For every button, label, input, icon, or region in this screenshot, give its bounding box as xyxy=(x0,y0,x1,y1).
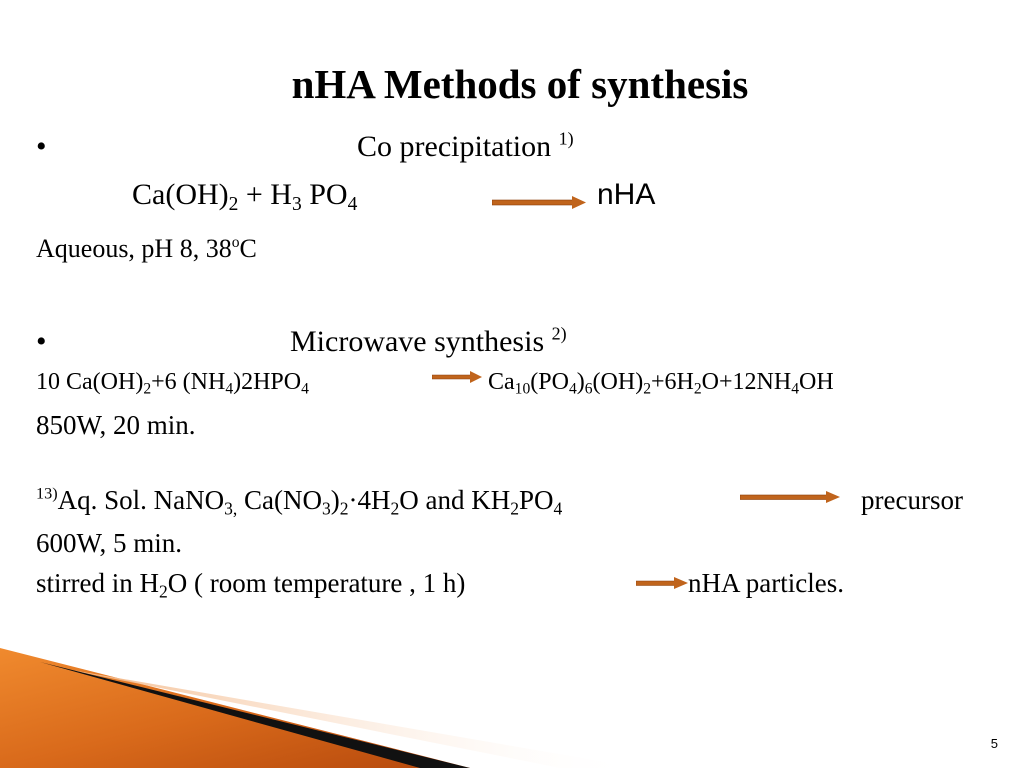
formula-text: O+12NH xyxy=(701,369,792,395)
reactant-po: PO xyxy=(301,178,348,211)
slide-title: nHA Methods of synthesis xyxy=(291,61,749,107)
heading-microwave xyxy=(290,325,567,359)
formula-text: stirred in H xyxy=(36,568,159,598)
formula-subscript: 4 xyxy=(225,380,234,398)
formula-subscript: 2 xyxy=(693,380,702,398)
formula-text: )2HPO xyxy=(233,369,302,395)
sub: 3 xyxy=(291,193,302,215)
formula-subscript: 3, xyxy=(224,498,238,519)
equation-microwave-rhs xyxy=(488,369,834,396)
reactant-caoh: Ca(OH) xyxy=(132,178,229,211)
bullet-microwave: • xyxy=(36,325,47,358)
formula-text: O ( room temperature , 1 h) xyxy=(167,568,466,598)
heading-co-precipitation xyxy=(357,130,574,164)
formula-subscript: 4 xyxy=(791,380,799,398)
formula-text: +6 (NH xyxy=(151,369,226,395)
aq-sol-reactants xyxy=(57,485,563,519)
formula-subscript: 2 xyxy=(143,380,152,398)
formula-text: +6H xyxy=(650,369,694,395)
conditions-unit: C xyxy=(239,234,257,263)
formula-text: PO xyxy=(519,485,554,515)
product-nha: nHA xyxy=(597,178,656,211)
formula-subscript: 4 xyxy=(301,380,309,398)
decorative-swoosh xyxy=(0,640,640,768)
arrow-right-icon xyxy=(492,194,586,210)
conditions-text: Aqueous, pH 8, 38 xyxy=(36,234,232,263)
equation-co-precipitation xyxy=(132,178,358,215)
formula-text: 10 Ca(OH) xyxy=(36,369,144,395)
formula-subscript: 2 xyxy=(158,581,168,602)
conditions-microwave: 850W, 20 min. xyxy=(36,410,196,440)
product-nha-particles: nHA particles. xyxy=(688,568,844,598)
formula-text: O and KH xyxy=(399,485,511,515)
sub: 4 xyxy=(347,193,358,215)
formula-text: OH xyxy=(798,369,834,395)
bullet-co-precipitation: • xyxy=(36,130,47,163)
formula-text: (PO xyxy=(530,369,569,395)
conditions-600w: 600W, 5 min. xyxy=(36,528,183,558)
arrow-right-icon xyxy=(432,370,482,384)
page-number: 5 xyxy=(990,736,998,751)
aq-sol-line xyxy=(36,484,563,519)
formula-text: (OH) xyxy=(592,369,644,395)
equation-microwave-lhs xyxy=(36,369,309,396)
formula-subscript: 4 xyxy=(553,498,563,519)
formula-subscript: 4 xyxy=(568,380,577,398)
formula-text: ) xyxy=(330,485,340,515)
conditions-co-precipitation xyxy=(36,234,257,264)
arrow-right-icon xyxy=(740,489,840,505)
formula-text: Ca xyxy=(488,369,515,395)
formula-subscript: 10 xyxy=(514,380,531,398)
formula-text: Aq. Sol. NaNO xyxy=(57,485,225,515)
formula-subscript: 2 xyxy=(390,498,400,519)
formula-text: ) xyxy=(576,369,585,395)
sub: 2 xyxy=(228,193,239,215)
formula-subscript: 6 xyxy=(584,380,593,398)
heading-text: Microwave synthesis xyxy=(290,325,545,358)
ref-1: 1) xyxy=(558,128,574,149)
ref-2: 2) xyxy=(551,323,567,344)
stirred-line xyxy=(36,568,466,602)
formula-subscript: 3 xyxy=(321,498,331,519)
heading-text: Co precipitation xyxy=(357,130,552,163)
degree-sup: o xyxy=(231,233,240,251)
ref-13: 13) xyxy=(36,484,58,503)
formula-text: Ca(NO xyxy=(237,485,322,515)
formula-subscript: 2 xyxy=(643,380,651,398)
product-precursor: precursor xyxy=(861,485,963,515)
arrow-right-icon xyxy=(636,575,688,591)
reactant-h: + H xyxy=(238,178,292,211)
formula-text: ·4H xyxy=(348,485,391,515)
formula-subscript: 2 xyxy=(510,498,520,519)
formula-subscript: 2 xyxy=(339,498,349,519)
